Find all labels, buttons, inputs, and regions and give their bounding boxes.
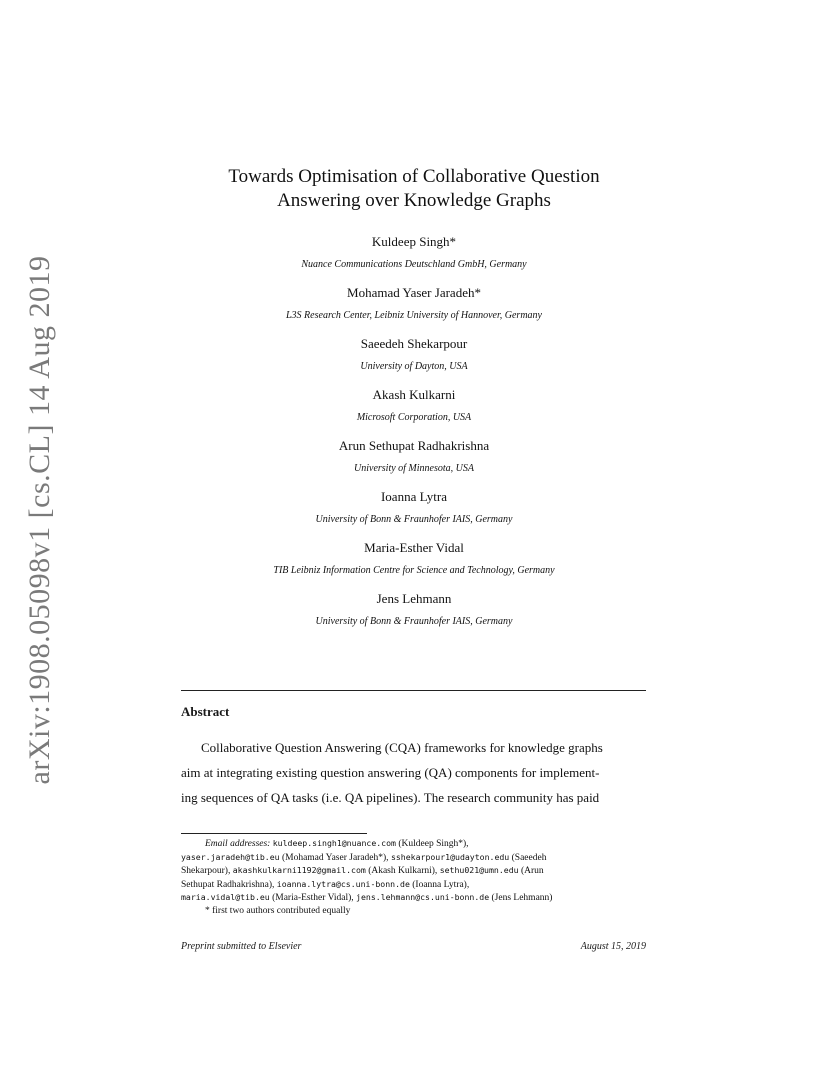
author-name: Kuldeep Singh*	[371, 234, 457, 249]
abstract-heading: Abstract	[181, 704, 230, 719]
author-affiliation: TIB Leibniz Information Centre for Science and Technology, Germany	[273, 565, 555, 576]
author-affiliation: University of Dayton, USA	[360, 361, 468, 372]
email-owner: (Maria-Esther Vidal),	[272, 893, 354, 903]
author-name: Saeedeh Shekarpour	[360, 336, 468, 351]
author-affiliation: L3S Research Center, Leibniz University of Hannover, Germany	[286, 310, 542, 321]
paper-title	[0, 165, 828, 213]
author-affiliation: University of Bonn & Fraunhofer IAIS, Germany	[315, 616, 513, 627]
email-link[interactable]: kuldeep.singh1@nuance.com	[272, 838, 396, 848]
email-owner-wrap: Sethupat Radhakrishna),	[181, 879, 275, 890]
email-owner: (Akash Kulkarni),	[368, 866, 438, 876]
author-name: Jens Lehmann	[376, 591, 452, 606]
email-owner: (Arun	[520, 866, 544, 876]
abstract-line: ing sequences of QA tasks (i.e. QA pipelines). The research community has paid	[181, 790, 600, 805]
author-name: Ioanna Lytra	[380, 489, 448, 504]
abstract-line: aim at integrating existing question answering (QA) components for implement-	[181, 765, 600, 780]
author-affiliation: University of Bonn & Fraunhofer IAIS, Germany	[315, 514, 513, 525]
preprint-note: Preprint submitted to Elsevier	[181, 941, 302, 952]
email-label: Email addresses:	[205, 839, 271, 849]
abstract-text	[181, 735, 646, 810]
author-name: Maria-Esther Vidal	[364, 540, 464, 555]
email-link[interactable]: sshekarpour1@udayton.edu	[390, 851, 510, 862]
email-owner: (Mohamad Yaser Jaradeh*),	[281, 852, 389, 863]
abstract-divider	[181, 690, 646, 691]
author-name: Mohamad Yaser Jaradeh*	[347, 285, 481, 300]
abstract-line: Collaborative Question Answering (CQA) frameworks for knowledge graphs	[201, 740, 603, 755]
footnotes	[181, 837, 646, 917]
title-line-1: Towards Optimisation of Collaborative Question	[228, 166, 600, 187]
email-link[interactable]: jens.lehmann@cs.uni-bonn.de	[356, 892, 490, 902]
author-affiliation: Nuance Communications Deutschland GmbH, Germany	[301, 259, 527, 270]
email-link[interactable]: ioanna.lytra@cs.uni-bonn.de	[276, 878, 410, 889]
author-list	[0, 233, 828, 641]
email-owner: (Jens Lehmann)	[491, 893, 553, 903]
email-link[interactable]: sethu021@umn.edu	[439, 865, 519, 875]
preprint-date: August 15, 2019	[580, 941, 646, 952]
email-owner: (Saeedeh	[511, 852, 547, 863]
author-affiliation: Microsoft Corporation, USA	[356, 412, 472, 423]
author-affiliation: University of Minnesota, USA	[354, 463, 474, 474]
email-owner-wrap: Shekarpour),	[181, 866, 231, 876]
title-line-2: Answering over Knowledge Graphs	[277, 190, 551, 211]
email-owner: (Kuldeep Singh*),	[398, 839, 469, 849]
email-link[interactable]: akashkulkarni1192@gmail.com	[232, 865, 366, 875]
email-link[interactable]: maria.vidal@tib.eu	[181, 892, 270, 902]
footnote-divider	[181, 833, 367, 834]
email-link[interactable]: yaser.jaradeh@tib.eu	[181, 851, 280, 862]
equal-contribution-note: * first two authors contributed equally	[205, 905, 351, 916]
author-name: Akash Kulkarni	[372, 387, 456, 402]
arxiv-identifier: arXiv:1908.05098v1 [cs.CL] 14 Aug 2019	[23, 255, 56, 785]
email-owner: (Ioanna Lytra),	[412, 879, 470, 890]
author-name: Arun Sethupat Radhakrishna	[338, 438, 490, 453]
